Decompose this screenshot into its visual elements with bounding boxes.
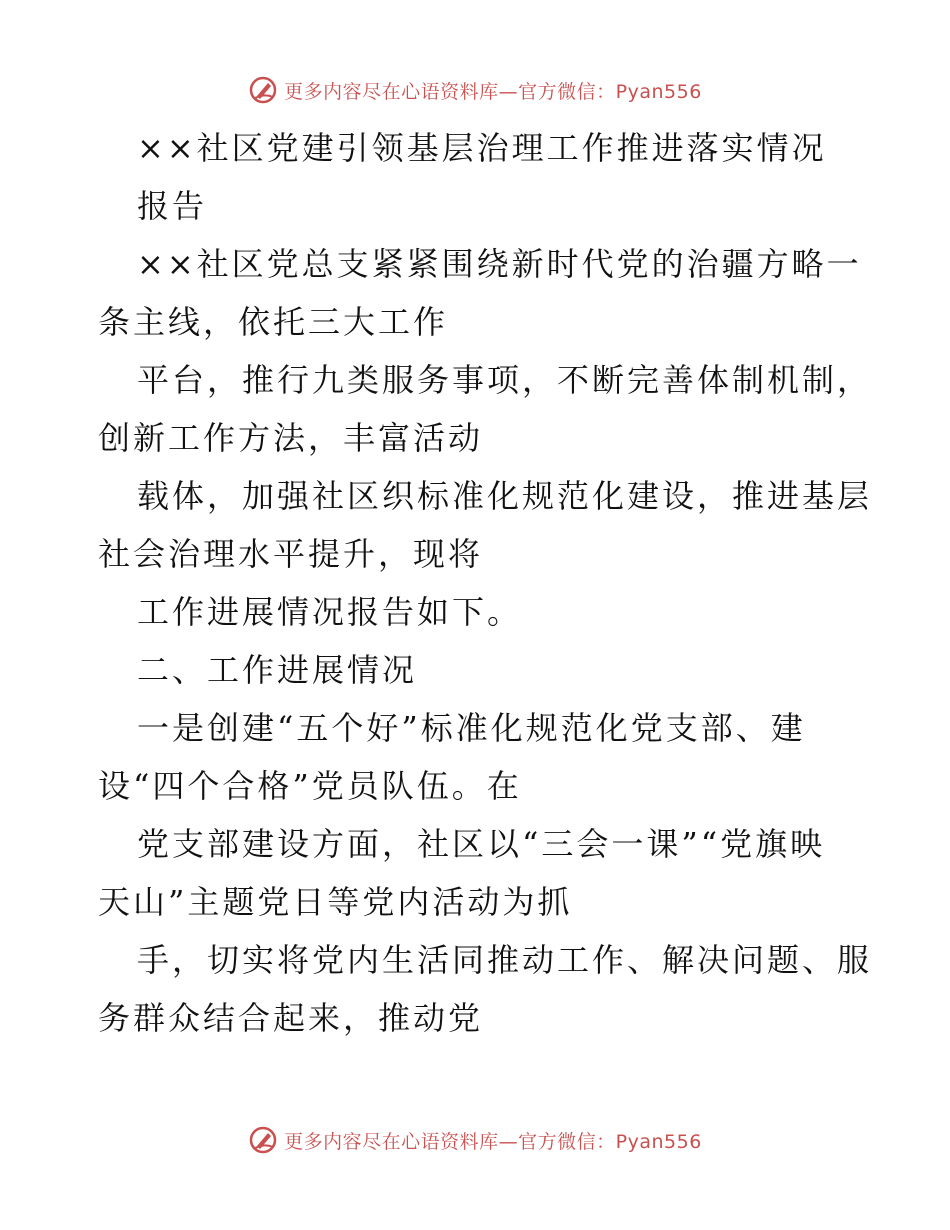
paragraph-line: 社会治理水平提升，现将 [98,535,484,573]
paragraph-line: 创新工作方法，丰富活动 [98,419,484,457]
paragraph-line: 党支部建设方面，社区以“三会一课”“党旗映 [137,825,826,863]
paragraph-line: 载体，加强社区织标准化规范化建设，推进基层 [137,477,873,515]
section-heading: 二、工作进展情况 [137,651,418,689]
paragraph-line: 务群众结合起来，推动党 [98,999,484,1037]
logo-icon [248,75,278,105]
paragraph-line: 工作进展情况报告如下。 [137,593,523,631]
paragraph-line: 条主线，依托三大工作 [98,303,449,341]
document-title-line-1: ××社区党建引领基层治理工作推进落实情况 [137,129,827,167]
paragraph-line: 天山”主题党日等党内活动为抓 [98,883,573,921]
logo-icon [248,1125,278,1155]
footer-watermark [0,1120,950,1160]
paragraph-line: 设“四个合格”党员队伍。在 [98,767,522,805]
paragraph-line: ××社区党总支紧紧围绕新时代党的治疆方略一 [137,245,862,283]
watermark-text: 更多内容尽在心语资料库—官方微信：Pyan556 [284,1130,702,1153]
watermark-text: 更多内容尽在心语资料库—官方微信：Pyan556 [284,80,702,103]
document-title-line-2: 报告 [137,187,208,225]
header-watermark [0,70,950,110]
paragraph-line: 平台，推行九类服务事项，不断完善体制机制， [137,361,873,399]
paragraph-line: 手，切实将党内生活同推动工作、解决问题、服 [137,941,873,979]
paragraph-line: 一是创建“五个好”标准化规范化党支部、建 [137,709,806,747]
